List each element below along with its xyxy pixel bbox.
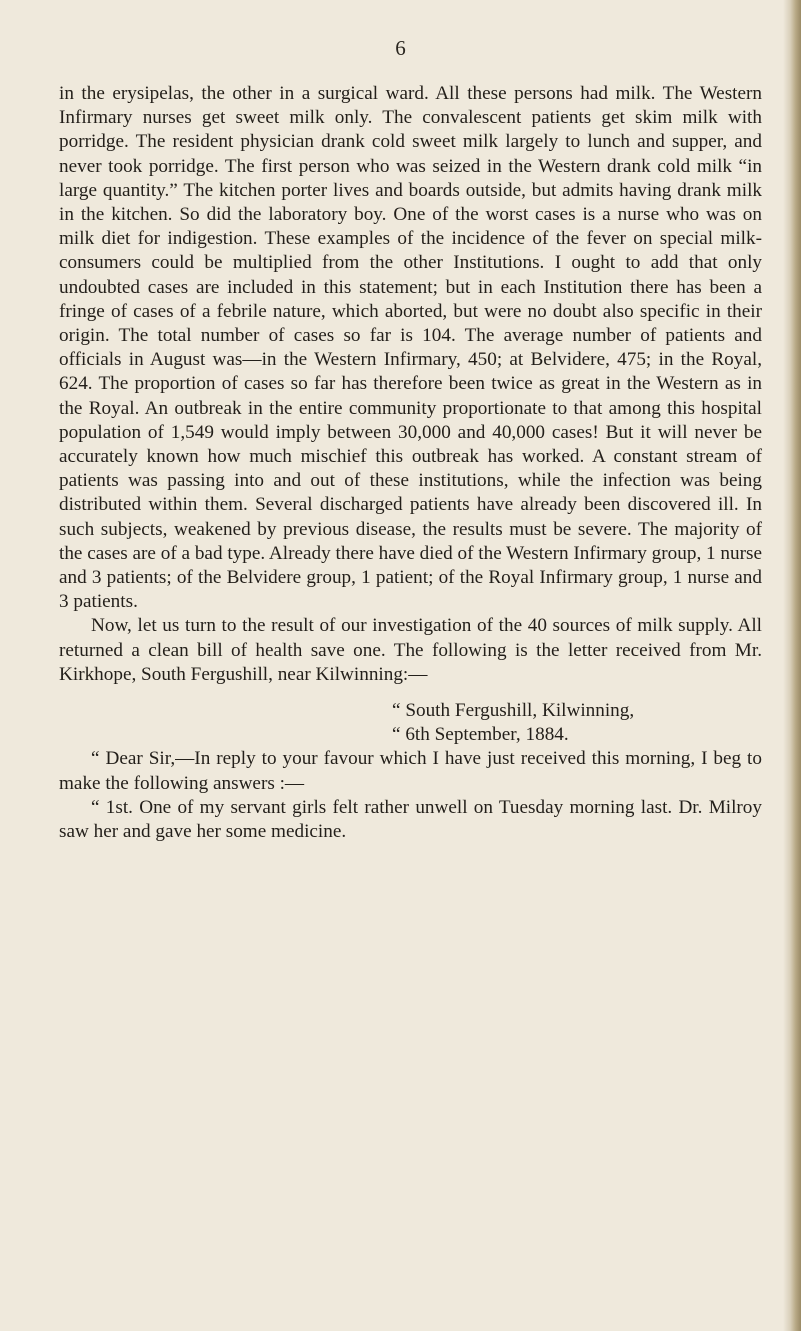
page-number: 6 xyxy=(395,36,406,60)
document-body xyxy=(59,82,762,844)
paragraph: Now, let us turn to the result of our investigation of the 40 sources of milk supply. All returned a clean bill of health save one. The following is the letter received from Mr. Kirkhope, South Fergushill, near Kilwinning:— xyxy=(59,615,762,685)
paragraph: in the erysipelas, the other in a surgical ward. All these persons had milk. The Western Infirmary nurses get sweet milk only. The convalescent patients get skim milk with porridge. The resident physician drank cold sweet milk largely to lunch and supper, and never took porridge. The first person who was seized in the Western drank cold milk “in large quantity.” The kitchen porter lives and boards outside, but admits having drank milk in the kitchen. So did the laboratory boy. One of the worst cases is a nurse who was on milk diet for indigestion. These examples of the incidence of the fever on special milk-consumers could be multiplied from the other Institutions. I ought to add that only undoubted cases are included in this statement; but in each Institution there has been a fringe of cases of a febrile nature, which aborted, but were no doubt also specific in their origin. The total number of cases so far is 104. The average number of patients and officials in August was—in the Western Infirmary, 450; at Belvidere, 475; in the Royal, 624. The proportion of cases so far has therefore been twice as great in the Western as in the Royal. An outbreak in the entire community proportionate to that among this hospital population of 1,549 would imply between 30,000 and 40,000 cases! But it will never be accurately known how much mischief this outbreak has worked. A constant stream of patients was passing into and out of these institutions, while the infection was being distributed within them. Several discharged patients have already been discovered ill. In such subjects, weakened by previous disease, the results must be severe. The majority of the cases are of a bad type. Already there have died of the Western Infirmary group, 1 nurse and 3 patients; of the Belvidere group, 1 patient; of the Royal Infirmary group, 1 nurse and 3 patients. xyxy=(59,83,762,613)
letter-paragraph: “ 1st. One of my servant girls felt rather unwell on Tuesday morning last. Dr. Milroy saw her and gave her some medicine. xyxy=(59,796,762,843)
page-edge-shadow xyxy=(783,0,801,1331)
letter-date-line: “ 6th September, 1884. xyxy=(392,724,569,746)
letter-address-line: “ South Fergushill, Kilwinning, xyxy=(392,700,635,722)
letter-address xyxy=(59,699,762,747)
letter-salutation: “ Dear Sir,—In reply to your favour which I have just received this morning, I beg to make the following answers :— xyxy=(59,748,762,794)
